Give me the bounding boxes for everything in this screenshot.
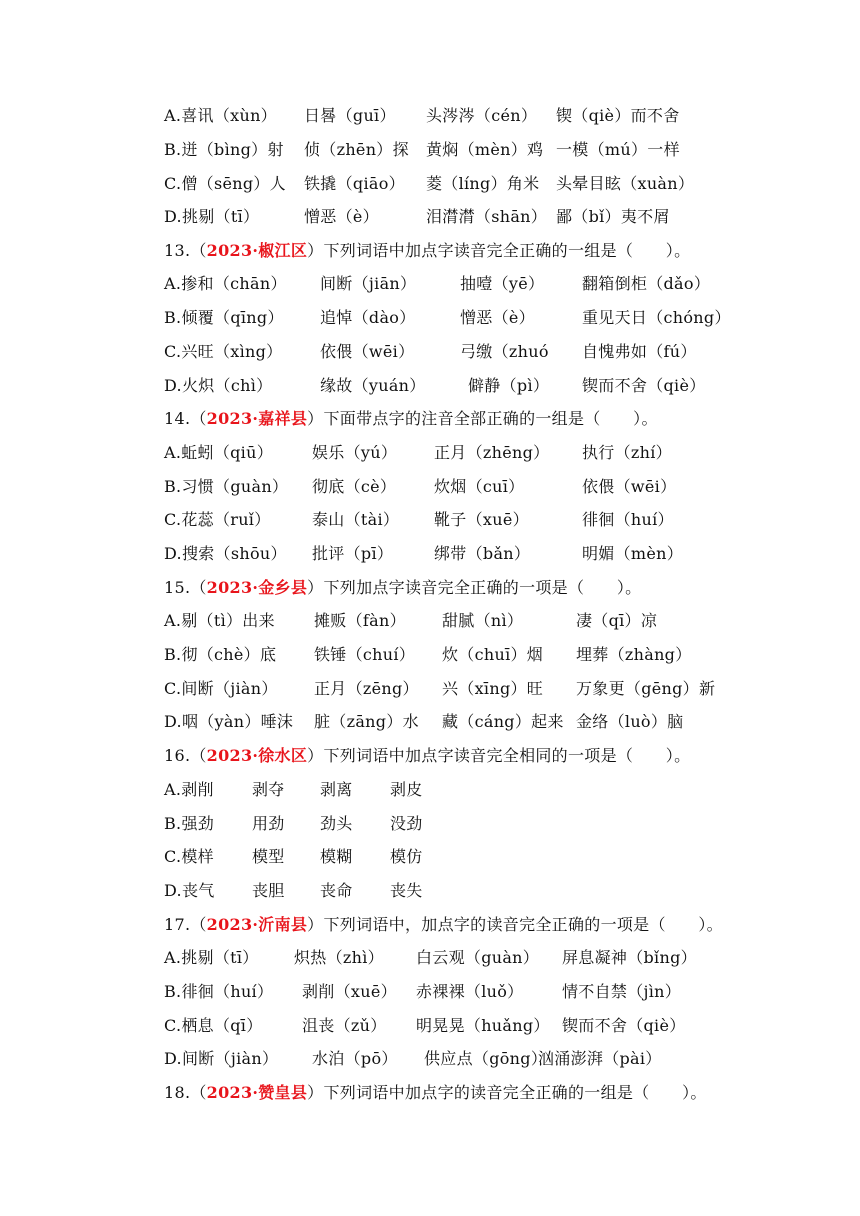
option-word: 金络（luò）脑 (576, 712, 684, 731)
option-word: 正月（zhēng） (434, 443, 550, 462)
option-word: 情不自禁（jìn） (562, 982, 682, 1001)
option-word: 弓缴（zhuó (460, 342, 549, 361)
option-word: 没劲 (390, 814, 423, 833)
option-word: 埋葬（zhàng） (576, 645, 692, 664)
option-word: 执行（zhí） (582, 443, 672, 462)
option-word: 自愧弗如（fú） (582, 342, 697, 361)
question-text: ）下列词语中加点字的读音完全正确的一组是（ ）。 (307, 1083, 707, 1102)
option-word: C.兴旺（xìng） (164, 342, 283, 361)
option-word: 绑带（bǎn） (434, 544, 531, 563)
option-word: 头涔涔（cén） (426, 106, 538, 125)
option-word: B.习惯（guàn） (164, 477, 289, 496)
option-word: 铁锤（chuí） (314, 645, 416, 664)
question-stem (164, 746, 690, 766)
option-word: B.迸（bìng）射 (164, 140, 284, 159)
option-word: 僻静（pì） (468, 376, 550, 395)
option-word: 靴子（xuē） (434, 510, 529, 529)
option-word: 模仿 (390, 847, 423, 866)
question-source: 2023·徐水区 (206, 746, 308, 765)
option-word: D.火炽（chì） (164, 376, 273, 395)
option-word: 黄焖（mèn）鸡 (426, 140, 544, 159)
option-word: 批评（pī） (312, 544, 394, 563)
option-word: D.丧气 (164, 881, 215, 900)
question-stem (164, 578, 641, 598)
option-word: 重见天日（chóng） (582, 308, 731, 327)
question-number: 13.（ (164, 241, 207, 260)
option-word: 憎恶（è） (304, 207, 379, 226)
option-word: 憎恶（è） (460, 308, 535, 327)
option-word: D.间断（jiàn） (164, 1049, 279, 1068)
question-stem (164, 1083, 707, 1103)
option-word: C.花蕊（ruǐ） (164, 510, 271, 529)
question-number: 18.（ (164, 1083, 207, 1102)
option-word: 彻底（cè） (312, 477, 397, 496)
option-word: 一模（mú）一样 (556, 140, 680, 159)
option-word: 间断（jiān） (320, 274, 417, 293)
option-word: 徘徊（huí） (582, 510, 674, 529)
option-word: A.剥削 (164, 780, 214, 799)
option-word: 兴（xīng）旺 (442, 679, 544, 698)
question-stem (164, 241, 690, 261)
option-word: 锲（qiè）而不舍 (556, 106, 680, 125)
option-word: 用劲 (252, 814, 285, 833)
question-number: 16.（ (164, 746, 207, 765)
question-source: 2023·沂南县 (206, 915, 308, 934)
option-word: 摊贩（fàn） (314, 611, 406, 630)
option-word: 汹涌澎湃（pài） (538, 1049, 662, 1068)
option-word: 正月（zēng） (314, 679, 419, 698)
option-word: 头晕目眩（xuàn） (556, 174, 695, 193)
option-word: 侦（zhēn）探 (304, 140, 409, 159)
option-word: A.剔（tì）出来 (164, 611, 275, 630)
option-word: 供应点（gōng） (424, 1049, 548, 1068)
option-word: 剥削（xuē） (302, 982, 397, 1001)
question-source: 2023·嘉祥县 (206, 409, 308, 428)
option-word: 水泊（pō） (312, 1049, 398, 1068)
option-word: 炽热（zhì） (294, 948, 384, 967)
option-word: C.模样 (164, 847, 214, 866)
question-text: ）下列词语中加点字读音完全正确的一组是（ ）。 (307, 241, 691, 260)
option-word: 锲而不舍（qiè） (562, 1016, 686, 1035)
option-word: 沮丧（zǔ） (302, 1016, 387, 1035)
question-text: ）下列词语中，加点字的读音完全正确的一项是（ ）。 (307, 915, 723, 934)
option-word: 日晷（guī） (304, 106, 396, 125)
option-word: 依偎（wēi） (320, 342, 415, 361)
option-word: 翻箱倒柜（dǎo） (582, 274, 711, 293)
option-word: 锲而不舍（qiè） (582, 376, 706, 395)
question-number: 14.（ (164, 409, 207, 428)
option-word: 缘故（yuán） (320, 376, 426, 395)
option-word: 炊烟（cuī） (434, 477, 525, 496)
option-word: D.挑剔（tī） (164, 207, 260, 226)
option-word: 屏息凝神（bǐng） (562, 948, 697, 967)
option-word: 铁撬（qiāo） (304, 174, 405, 193)
option-word: B.徘徊（huí） (164, 982, 274, 1001)
option-word: A.喜讯（xùn） (164, 106, 277, 125)
option-word: 剥夺 (252, 780, 285, 799)
question-text: ）下列加点字读音完全正确的一项是（ ）。 (307, 578, 642, 597)
option-word: C.间断（jiàn） (164, 679, 278, 698)
option-word: 丧失 (390, 881, 423, 900)
question-number: 15.（ (164, 578, 207, 597)
option-word: 依偎（wēi） (582, 477, 677, 496)
option-word: 凄（qī）凉 (576, 611, 658, 630)
option-word: B.倾覆（qīng） (164, 308, 284, 327)
option-word: 炊（chuī）烟 (442, 645, 544, 664)
option-word: 赤裸裸（luǒ） (416, 982, 524, 1001)
option-word: 剥离 (320, 780, 353, 799)
option-word: 鄙（bǐ）夷不屑 (556, 207, 670, 226)
option-word: D.搜索（shōu） (164, 544, 287, 563)
question-number: 17.（ (164, 915, 207, 934)
question-stem (164, 915, 723, 935)
question-text: ）下面带点字的注音全部正确的一组是（ ）。 (307, 409, 658, 428)
option-word: 甜腻（nì） (442, 611, 524, 630)
option-word: 藏（cáng）起来 (442, 712, 564, 731)
question-source: 2023·椒江区 (206, 241, 308, 260)
option-word: 万象更（gēng）新 (576, 679, 716, 698)
option-word: 追悼（dào） (320, 308, 416, 327)
option-word: 娱乐（yú） (312, 443, 398, 462)
option-word: B.强劲 (164, 814, 215, 833)
option-word: A.挑剔（tī） (164, 948, 259, 967)
question-text: ）下列词语中加点字读音完全相同的一项是（ ）。 (307, 746, 691, 765)
option-word: 泪潸潸（shān） (426, 207, 548, 226)
option-word: A.蚯蚓（qiū） (164, 443, 274, 462)
option-word: 丧胆 (252, 881, 285, 900)
option-word: C.栖息（qī） (164, 1016, 263, 1035)
option-word: 劲头 (320, 814, 353, 833)
option-word: 白云观（guàn） (416, 948, 540, 967)
option-word: C.僧（sēng）人 (164, 174, 286, 193)
option-word: 明晃晃（huǎng） (416, 1016, 550, 1035)
question-source: 2023·赞皇县 (206, 1083, 308, 1102)
option-word: 脏（zāng）水 (314, 712, 419, 731)
option-word: B.彻（chè）底 (164, 645, 277, 664)
option-word: A.掺和（chān） (164, 274, 287, 293)
option-word: 剥皮 (390, 780, 423, 799)
option-word: 泰山（tài） (312, 510, 400, 529)
question-stem (164, 409, 658, 429)
option-word: 丧命 (320, 881, 353, 900)
option-word: 模糊 (320, 847, 353, 866)
question-source: 2023·金乡县 (206, 578, 308, 597)
option-word: 明媚（mèn） (582, 544, 684, 563)
option-word: 菱（líng）角米 (426, 174, 540, 193)
option-word: D.咽（yàn）唾沫 (164, 712, 294, 731)
option-word: 模型 (252, 847, 285, 866)
option-word: 抽噎（yē） (460, 274, 545, 293)
